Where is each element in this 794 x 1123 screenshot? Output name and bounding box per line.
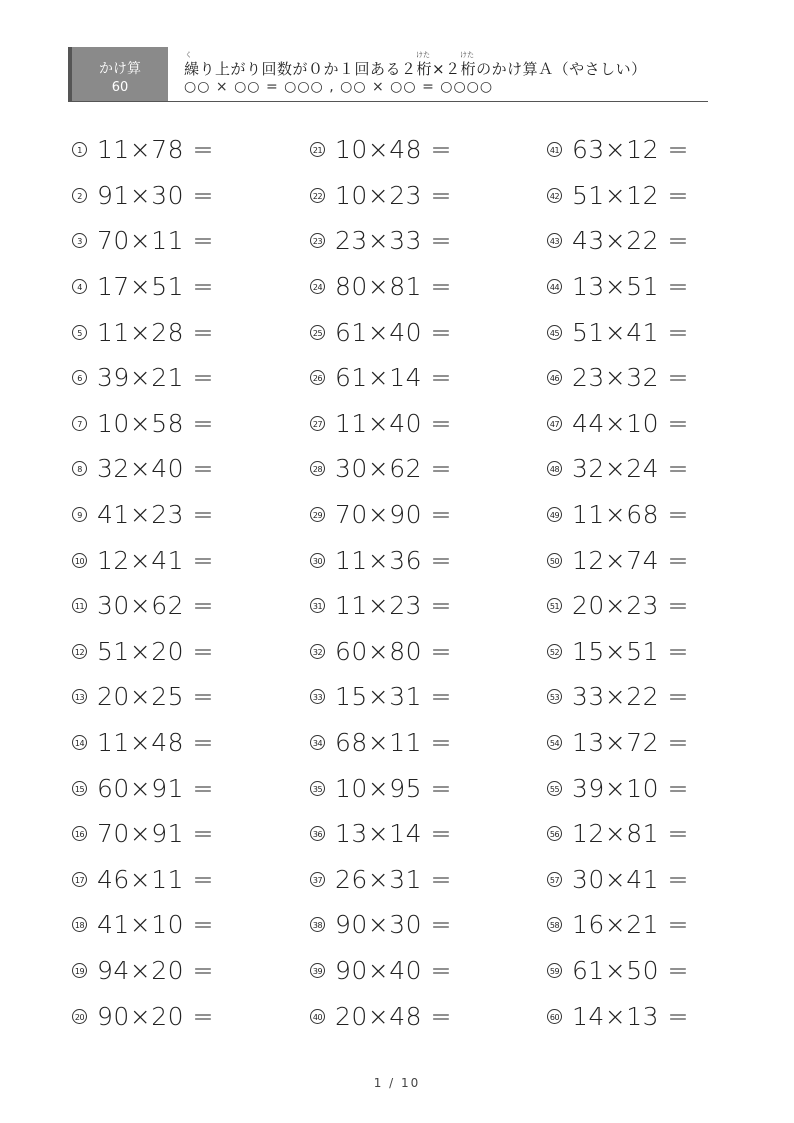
problem-expression: 12×81 =: [572, 819, 689, 849]
problem-expression: 11×78 =: [97, 135, 214, 165]
problem-number-badge: 46: [547, 370, 562, 385]
problem-expression: 30×41 =: [572, 864, 689, 894]
problem-item: [310, 811, 530, 857]
problem-item: [547, 765, 767, 811]
problem-number-badge: 14: [72, 735, 87, 750]
problem-item: [310, 401, 530, 447]
problem-item: [547, 309, 767, 355]
problem-item: [310, 492, 530, 538]
problem-item: [72, 811, 292, 857]
problem-expression: 23×33 =: [335, 226, 452, 256]
problem-item: [547, 902, 767, 948]
problem-column-1: [72, 127, 292, 1039]
problem-item: [310, 720, 530, 766]
problem-number-badge: 8: [72, 461, 87, 476]
problem-expression: 11×48 =: [97, 728, 214, 758]
problem-item: [547, 720, 767, 766]
problem-item: [310, 583, 530, 629]
problem-item: [547, 948, 767, 994]
problem-expression: 11×28 =: [97, 317, 214, 347]
problem-expression: 68×11 =: [335, 728, 452, 758]
problem-item: [72, 674, 292, 720]
problem-item: [72, 309, 292, 355]
problem-number-badge: 2: [72, 188, 87, 203]
problem-item: [547, 218, 767, 264]
problem-item: [310, 765, 530, 811]
problem-expression: 10×48 =: [335, 135, 452, 165]
problem-number-badge: 7: [72, 416, 87, 431]
problem-expression: 32×24 =: [572, 454, 689, 484]
problem-number-badge: 21: [310, 142, 325, 157]
problem-item: [547, 173, 767, 219]
problem-number-badge: 40: [310, 1009, 325, 1024]
problem-number-badge: 52: [547, 644, 562, 659]
problem-number-badge: 25: [310, 325, 325, 340]
problem-number-badge: 29: [310, 507, 325, 522]
problem-number-badge: 4: [72, 279, 87, 294]
problem-expression: 51×20 =: [97, 636, 214, 666]
furigana-keta-1: けた: [416, 51, 430, 59]
problem-expression: 33×22 =: [572, 682, 689, 712]
problem-item: [72, 765, 292, 811]
problem-expression: 11×68 =: [572, 500, 689, 530]
problem-number-badge: 23: [310, 233, 325, 248]
problem-number-badge: 39: [310, 963, 325, 978]
problem-expression: 11×23 =: [335, 591, 452, 621]
problem-item: [310, 264, 530, 310]
problem-expression: 13×51 =: [572, 272, 689, 302]
problem-item: [310, 309, 530, 355]
problem-item: [310, 537, 530, 583]
problem-number-badge: 27: [310, 416, 325, 431]
problem-number-badge: 32: [310, 644, 325, 659]
problem-item: [547, 537, 767, 583]
problem-number-badge: 31: [310, 598, 325, 613]
problem-expression: 20×23 =: [572, 591, 689, 621]
problem-item: [72, 902, 292, 948]
problem-column-3: [547, 127, 767, 1039]
problem-number-badge: 35: [310, 781, 325, 796]
problem-expression: 23×32 =: [572, 363, 689, 393]
problem-expression: 12×41 =: [97, 545, 214, 575]
problem-number-badge: 38: [310, 917, 325, 932]
problem-item: [310, 446, 530, 492]
problem-expression: 11×40 =: [335, 408, 452, 438]
problem-item: [310, 173, 530, 219]
problem-expression: 61×50 =: [572, 955, 689, 985]
problem-number-badge: 44: [547, 279, 562, 294]
problem-number-badge: 41: [547, 142, 562, 157]
problem-number-badge: 1: [72, 142, 87, 157]
problem-item: [72, 446, 292, 492]
problem-expression: 15×51 =: [572, 636, 689, 666]
problem-expression: 17×51 =: [97, 272, 214, 302]
problem-item: [547, 811, 767, 857]
problem-number-badge: 13: [72, 689, 87, 704]
problem-item: [547, 583, 767, 629]
title-block: [184, 47, 708, 101]
problem-number-badge: 18: [72, 917, 87, 932]
problem-item: [547, 355, 767, 401]
problem-expression: 26×31 =: [335, 864, 452, 894]
problem-number-badge: 19: [72, 963, 87, 978]
problem-item: [72, 720, 292, 766]
worksheet-header: [68, 47, 708, 102]
problem-item: [310, 948, 530, 994]
problem-item: [72, 857, 292, 903]
problem-number-badge: 36: [310, 826, 325, 841]
problem-number-badge: 17: [72, 872, 87, 887]
problem-item: [72, 173, 292, 219]
furigana-ku: く: [185, 51, 192, 59]
problem-expression: 61×14 =: [335, 363, 452, 393]
problem-expression: 20×48 =: [335, 1001, 452, 1031]
problem-item: [547, 993, 767, 1039]
problem-expression: 30×62 =: [335, 454, 452, 484]
problem-item: [72, 583, 292, 629]
problem-item: [72, 127, 292, 173]
problem-item: [547, 492, 767, 538]
problem-expression: 94×20 =: [97, 955, 214, 985]
problem-expression: 16×21 =: [572, 910, 689, 940]
problem-item: [547, 401, 767, 447]
problem-expression: 32×40 =: [97, 454, 214, 484]
problem-expression: 13×72 =: [572, 728, 689, 758]
problem-number-badge: 54: [547, 735, 562, 750]
problem-expression: 12×74 =: [572, 545, 689, 575]
problem-item: [310, 857, 530, 903]
problem-number-badge: 12: [72, 644, 87, 659]
problem-number-badge: 60: [547, 1009, 562, 1024]
problem-number-badge: 30: [310, 553, 325, 568]
problem-number-badge: 11: [72, 598, 87, 613]
problem-expression: 39×10 =: [572, 773, 689, 803]
problem-item: [310, 355, 530, 401]
problem-expression: 90×20 =: [97, 1001, 214, 1031]
problem-number-badge: 3: [72, 233, 87, 248]
problem-expression: 91×30 =: [97, 180, 214, 210]
problem-number-badge: 22: [310, 188, 325, 203]
problem-item: [547, 629, 767, 675]
problem-expression: 41×10 =: [97, 910, 214, 940]
problem-item: [72, 537, 292, 583]
problem-number-badge: 24: [310, 279, 325, 294]
problem-number-badge: 15: [72, 781, 87, 796]
problem-item: [72, 401, 292, 447]
problem-expression: 51×41 =: [572, 317, 689, 347]
problem-expression: 14×13 =: [572, 1001, 689, 1031]
problem-column-2: [310, 127, 530, 1039]
problem-number-badge: 16: [72, 826, 87, 841]
problem-item: [72, 948, 292, 994]
problem-item: [310, 674, 530, 720]
problem-item: [310, 218, 530, 264]
problem-item: [547, 446, 767, 492]
problem-expression: 51×12 =: [572, 180, 689, 210]
problem-item: [310, 127, 530, 173]
problem-number-badge: 49: [547, 507, 562, 522]
problem-expression: 44×10 =: [572, 408, 689, 438]
problem-expression: 70×11 =: [97, 226, 214, 256]
problem-expression: 30×62 =: [97, 591, 214, 621]
problem-expression: 10×58 =: [97, 408, 214, 438]
problem-number-badge: 59: [547, 963, 562, 978]
problem-expression: 41×23 =: [97, 500, 214, 530]
problem-number-badge: 42: [547, 188, 562, 203]
problem-item: [72, 355, 292, 401]
badge-label: かけ算: [99, 61, 141, 77]
problem-expression: 70×91 =: [97, 819, 214, 849]
problem-number-badge: 56: [547, 826, 562, 841]
problem-number-badge: 47: [547, 416, 562, 431]
problem-number-badge: 37: [310, 872, 325, 887]
problem-item: [72, 264, 292, 310]
badge-number: 60: [111, 80, 129, 95]
problem-number-badge: 53: [547, 689, 562, 704]
problem-item: [72, 492, 292, 538]
problem-expression: 10×95 =: [335, 773, 452, 803]
problem-expression: 70×90 =: [335, 500, 452, 530]
problem-number-badge: 6: [72, 370, 87, 385]
problem-number-badge: 43: [547, 233, 562, 248]
problem-number-badge: 57: [547, 872, 562, 887]
page-number: 1 / 10: [373, 1076, 421, 1090]
problem-number-badge: 33: [310, 689, 325, 704]
problem-number-badge: 10: [72, 553, 87, 568]
problem-expression: 61×40 =: [335, 317, 452, 347]
worksheet-subtitle: ○○ × ○○ = ○○○ , ○○ × ○○ = ○○○○: [184, 79, 494, 95]
problem-item: [72, 993, 292, 1039]
problem-item: [72, 629, 292, 675]
problem-number-badge: 5: [72, 325, 87, 340]
problem-number-badge: 34: [310, 735, 325, 750]
problem-expression: 63×12 =: [572, 135, 689, 165]
problem-expression: 43×22 =: [572, 226, 689, 256]
problem-number-badge: 28: [310, 461, 325, 476]
problem-expression: 11×36 =: [335, 545, 452, 575]
problem-expression: 60×91 =: [97, 773, 214, 803]
problem-item: [72, 218, 292, 264]
problem-expression: 10×23 =: [335, 180, 452, 210]
worksheet-badge: [68, 47, 168, 101]
problem-expression: 80×81 =: [335, 272, 452, 302]
problem-item: [547, 674, 767, 720]
problem-expression: 15×31 =: [335, 682, 452, 712]
problem-expression: 46×11 =: [97, 864, 214, 894]
problem-number-badge: 45: [547, 325, 562, 340]
problem-number-badge: 55: [547, 781, 562, 796]
problem-expression: 13×14 =: [335, 819, 452, 849]
problem-expression: 20×25 =: [97, 682, 214, 712]
problem-number-badge: 26: [310, 370, 325, 385]
worksheet-title: 繰り上がり回数が０か１回ある２桁×２桁のかけ算Ａ（やさしい）: [184, 60, 647, 78]
problem-item: [310, 629, 530, 675]
problem-expression: 39×21 =: [97, 363, 214, 393]
problem-number-badge: 9: [72, 507, 87, 522]
problem-item: [547, 127, 767, 173]
problem-item: [310, 993, 530, 1039]
problem-expression: 60×80 =: [335, 636, 452, 666]
problem-item: [547, 857, 767, 903]
problem-item: [310, 902, 530, 948]
problem-number-badge: 51: [547, 598, 562, 613]
problem-number-badge: 58: [547, 917, 562, 932]
problem-number-badge: 20: [72, 1009, 87, 1024]
problem-number-badge: 48: [547, 461, 562, 476]
problem-expression: 90×40 =: [335, 955, 452, 985]
problem-item: [547, 264, 767, 310]
problem-expression: 90×30 =: [335, 910, 452, 940]
problem-number-badge: 50: [547, 553, 562, 568]
furigana-keta-2: けた: [460, 51, 474, 59]
